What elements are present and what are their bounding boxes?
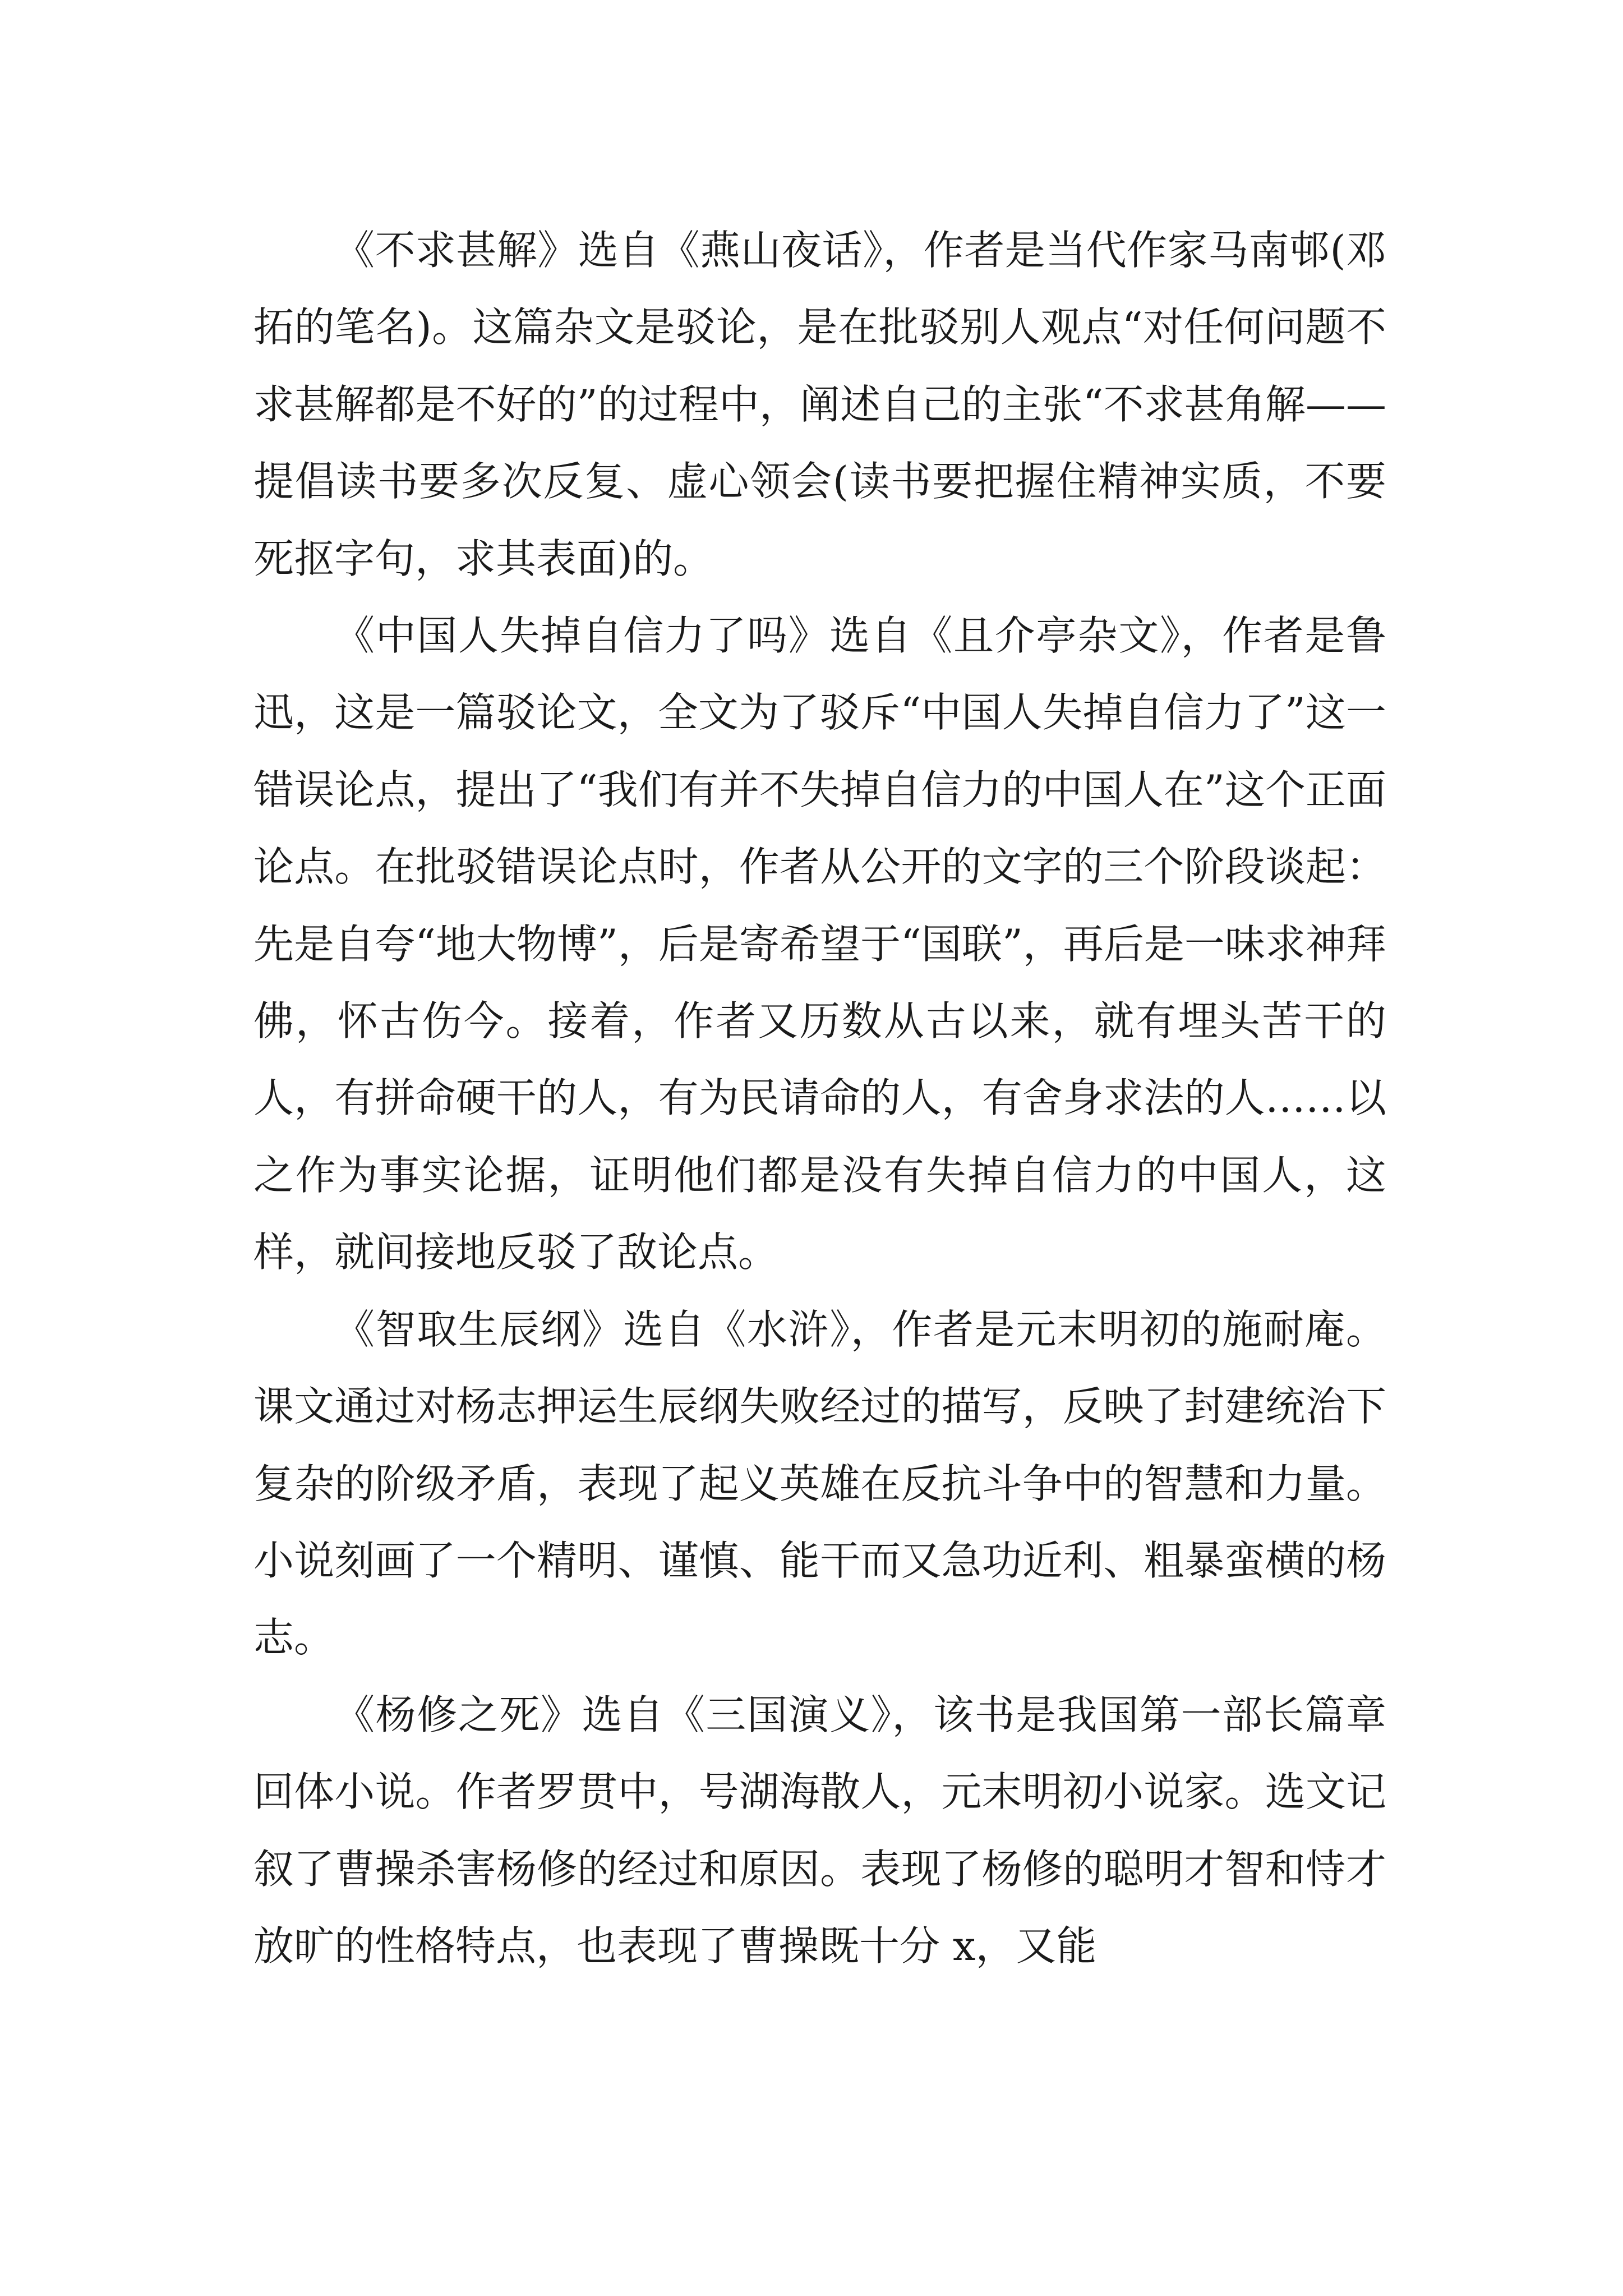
document-body <box>253 212 1386 1985</box>
paragraph-buqiushenjie: 《不求甚解》选自《燕山夜话》，作者是当代作家马南邨(邓拓的笔名)。这篇杂文是驳论，是在批驳别人观点“对任何问题不求甚解都是不好的”的过程中，阐述自己的主张“不求甚角解——提倡读书要多次反复、虚心领会(读书要把握住精神实质，不要死抠字句，求其表面)的。 <box>253 227 1386 582</box>
paragraph-zhiqu-shengchengang: 《智取生辰纲》选自《水浒》，作者是元末明初的施耐庵。课文通过对杨志押运生辰纲失败经过的描写，反映了封建统治下复杂的阶级矛盾，表现了起义英雄在反抗斗争中的智慧和力量。小说刻画了一个精明、谨慎、能干而又急功近利、粗暴蛮横的杨志。 <box>253 1305 1386 1662</box>
paragraph-yangxiu-zhisi: 《杨修之死》选自《三国演义》，该书是我国第一部长篇章回体小说。作者罗贯中，号湖海散人，元末明初小说家。选文记叙了曹操杀害杨修的经过和原因。表现了杨修的聪明才智和恃才放旷的性格特点，也表现了曹操既十分 x，又能 <box>253 1691 1386 1970</box>
paragraph-zhongguoren-zixinli: 《中国人失掉自信力了吗》选自《且介亭杂文》，作者是鲁迅，这是一篇驳论文，全文为了驳斥“中国人失掉自信力了”这一错误论点，提出了“我们有并不失掉自信力的中国人在”这个正面论点。在批驳错误论点时，作者从公开的文字的三个阶段谈起：先是自夸“地大物博”，后是寄希望于“国联”，再后是一味求神拜佛，怀古伤今。接着，作者又历数从古以来，就有埋头苦干的人，有拼命硬干的人，有为民请命的人，有舍身求法的人……以之作为事实论据，证明他们都是没有失掉自信力的中国人，这样，就间接地反驳了敌论点。 <box>253 612 1386 1276</box>
